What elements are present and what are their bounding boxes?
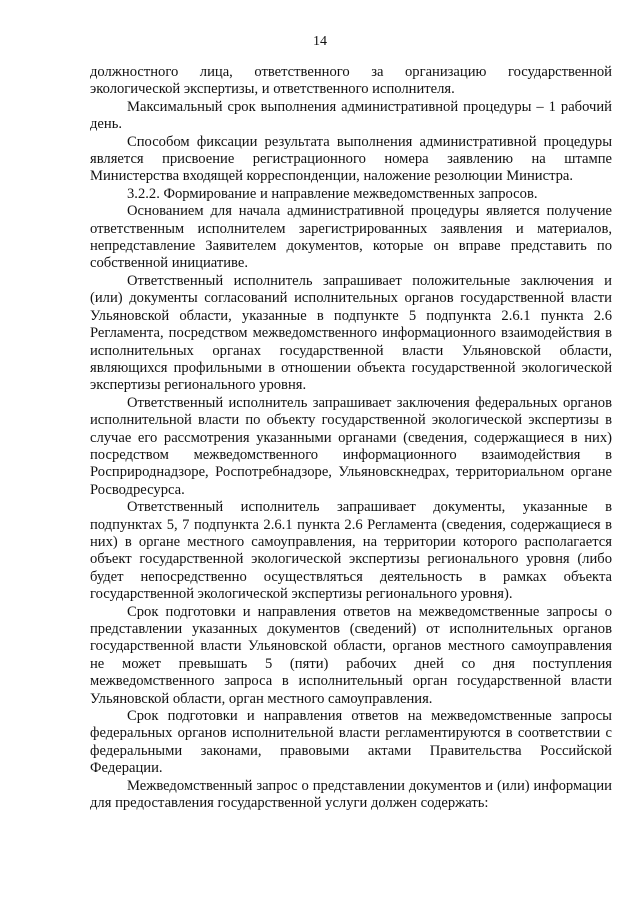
paragraph-request-contents: Межведомственный запрос о представлении документов и (или) информации для предоставления государственной услуги должен содержать: [90, 777, 612, 812]
paragraph-response-deadline-federal: Срок подготовки и направления ответов на межведомственные запросы федеральных органов исполнительной власти регламентируются в соответствии с федеральными законами, правовыми актами Правительства Российской Федерации. [90, 708, 612, 777]
paragraph-procedure-basis: Основанием для начала административной процедуры является получение ответственным исполнителем зарегистрированных заявления и материалов, непредставление Заявителем документов, которые он вправе представить по собственной инициативе. [90, 203, 612, 272]
paragraph-continuation: должностного лица, ответственного за организацию государственной экологической экспертизы, и ответственного исполнителя. [90, 64, 612, 98]
paragraph-result-fixation: Способом фиксации результата выполнения административной процедуры является присвоение регистрационного номера заявлению на штампе Министерства входящей корреспонденции, наложение резолюции Министра. [90, 133, 612, 185]
section-heading-3-2-2: 3.2.2. Формирование и направление межведомственных запросов. [127, 185, 538, 202]
paragraph-regional-requests: Ответственный исполнитель запрашивает положительные заключения и (или) документы согласований исполнительных органов государственной власти Ульяновской области, указанные в подпункте 5 подпункта 2.6.1 пункта 2.6 Регламента, посредством межведомственного информационного взаимодействия в исполнительных органах государственной власти Ульяновской области, являющихся профильными в отношении объекта государственной экологической экспертизы регионального уровня. [90, 272, 612, 394]
paragraph-response-deadline-regional: Срок подготовки и направления ответов на межведомственные запросы о представлении указанных документов (сведений) от исполнительных органов государственной власти Ульяновской области, органов местного самоуправления не может превышать 5 (пяти) рабочих дней со дня поступления межведомственного запроса в исполнительный орган государственной власти Ульяновской области, орган местного самоуправления. [90, 603, 612, 707]
document-body [90, 64, 612, 812]
paragraph-max-duration: Максимальный срок выполнения административной процедуры – 1 рабочий день. [90, 98, 612, 133]
paragraph-federal-requests: Ответственный исполнитель запрашивает заключения федеральных органов исполнительной власти по объекту государственной экологической экспертизы в случае его рассмотрения указанными органами (сведения, содержащиеся в них) посредством межведомственного информационного взаимодействия в Росприроднадзоре, Роспотребнадзоре, Ульяновскнедрах, территориальном органе Росводресурса. [90, 394, 612, 498]
page-number: 14 [313, 34, 327, 49]
paragraph-local-requests: Ответственный исполнитель запрашивает документы, указанные в подпунктах 5, 7 подпункта 2.6.1 пункта 2.6 Регламента (сведения, содержащиеся в них) в органе местного самоуправления, на территории которого располагается объект государственной экологической экспертизы регионального уровня (либо будет непосредственно осуществляться деятельность в рамках объекта государственной экологической экспертизы регионального уровня). [90, 499, 612, 603]
